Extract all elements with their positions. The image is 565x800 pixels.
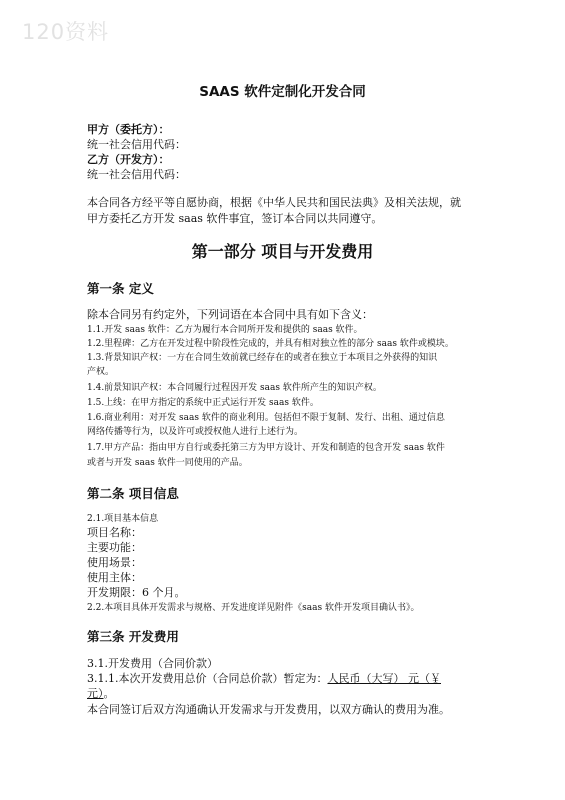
definition-item: 1.3.背景知识产权：一方在合同生效前就已经存在的或者在独立于本项目之外获得的知识 bbox=[87, 353, 438, 363]
watermark: 120资料 bbox=[22, 20, 110, 44]
definition-item: 1.6.商业利用：对开发 saas 软件的商业利用。包括但不限于复制、发行、出租、通过信息 bbox=[87, 413, 445, 423]
document-title: SAAS 软件定制化开发合同 bbox=[199, 84, 366, 100]
article-1-lead: 除本合同另有约定外，下列词语在本合同中具有如下含义： bbox=[87, 308, 373, 321]
fee-subheading: 3.1.开发费用（合同价款） bbox=[87, 657, 218, 670]
project-spec-clause: 2.2.本项目具体开发需求与规格、开发进度详见附件《saas 软件开发项目确认书》。 bbox=[87, 603, 420, 613]
party-b-credit-code: 统一社会信用代码： bbox=[87, 168, 186, 181]
project-info-subheading: 2.1.项目基本信息 bbox=[87, 514, 159, 524]
project-field: 主要功能： bbox=[87, 541, 142, 554]
party-a-credit-code: 统一社会信用代码： bbox=[87, 138, 186, 151]
party-a-label: 甲方（委托方）： bbox=[87, 123, 170, 136]
project-field: 开发期限：6 个月。 bbox=[87, 586, 186, 599]
fee-confirmation-clause: 本合同签订后双方沟通确认开发需求与开发费用，以双方确认的费用为准。 bbox=[87, 703, 450, 716]
article-1-heading: 第一条 定义 bbox=[87, 281, 154, 296]
definition-item: 1.5.上线：在甲方指定的系统中正式运行开发 saas 软件。 bbox=[87, 398, 319, 408]
definition-item: 1.2.里程碑：乙方在开发过程中阶段性完成的，并具有相对独立性的部分 saas 软件或模块。 bbox=[87, 339, 454, 349]
definition-item: 网络传播等行为，以及许可或授权他人进行上述行为。 bbox=[87, 427, 304, 437]
article-3-heading: 第三条 开发费用 bbox=[87, 629, 179, 644]
fee-total-end: 。 bbox=[103, 687, 115, 700]
definition-item: 或者与开发 saas 软件一同使用的产品。 bbox=[87, 458, 248, 468]
intro-line-2: 甲方委托乙方开发 saas 软件事宜，签订本合同以共同遵守。 bbox=[87, 212, 383, 225]
fee-total-continuation bbox=[87, 685, 115, 701]
fee-yuan-suffix: 元） bbox=[87, 687, 104, 700]
project-field: 使用主体： bbox=[87, 571, 142, 584]
definition-item: 产权。 bbox=[87, 367, 115, 377]
definition-item: 1.7.甲方产品：指由甲方自行或委托第三方为甲方设计、开发和制造的包含开发 saas 软件 bbox=[87, 443, 445, 453]
article-2-heading: 第二条 项目信息 bbox=[87, 486, 179, 501]
fee-total-clause bbox=[87, 670, 441, 686]
definition-item: 1.4.前景知识产权：本合同履行过程因开发 saas 软件所产生的知识产权。 bbox=[87, 383, 382, 393]
fee-total-prefix: 3.1.1.本次开发费用总价（合同总价款）暂定为： bbox=[87, 672, 328, 685]
party-b-label: 乙方（开发方）： bbox=[87, 153, 170, 166]
intro-line-1: 本合同各方经平等自愿协商，根据《中华人民共和国民法典》及相关法规，就 bbox=[87, 196, 461, 209]
project-field: 项目名称： bbox=[87, 526, 142, 539]
project-field: 使用场景： bbox=[87, 556, 142, 569]
fee-amount-blank: 人民币（大写） 元（￥ bbox=[327, 672, 441, 685]
part-1-heading: 第一部分 项目与开发费用 bbox=[191, 242, 374, 261]
definition-item: 1.1.开发 saas 软件：乙方为履行本合同所开发和提供的 saas 软件。 bbox=[87, 325, 363, 335]
